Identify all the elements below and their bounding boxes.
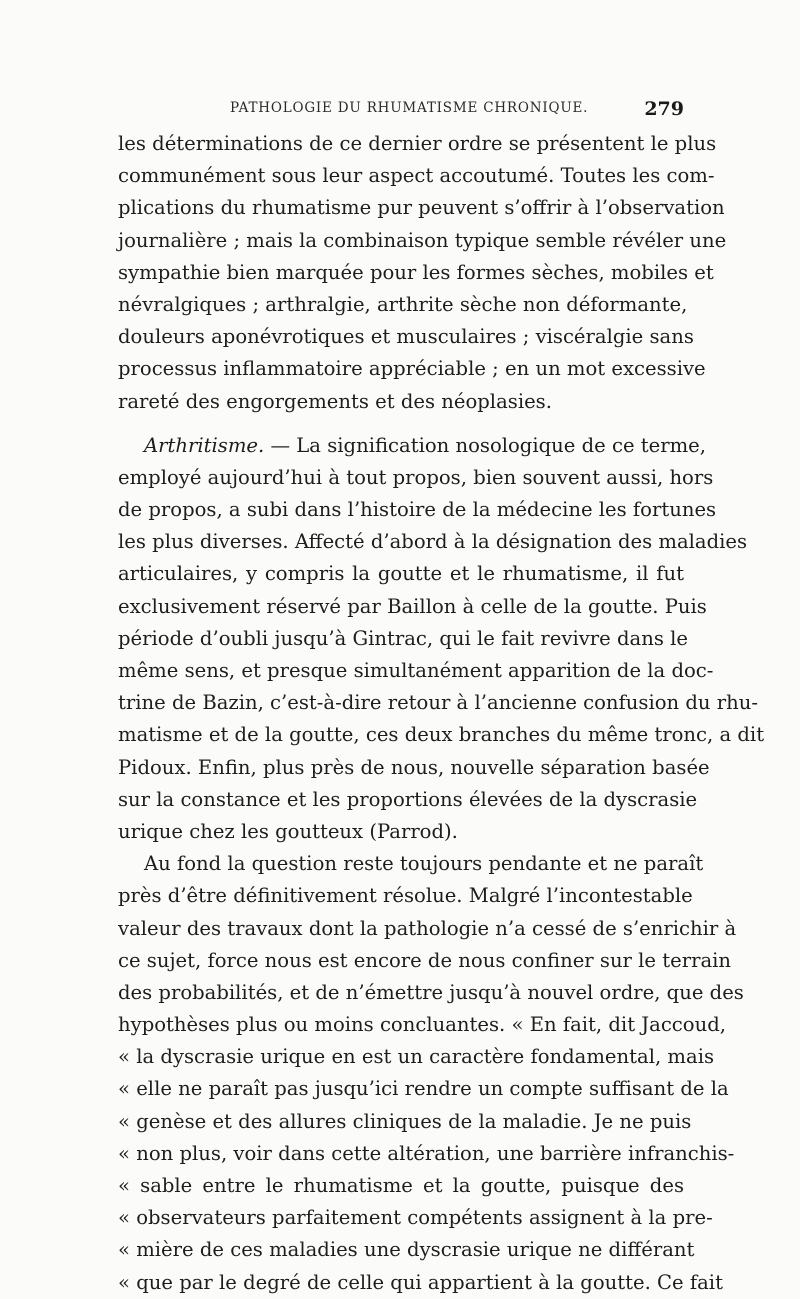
text-line: « que par le degré de celle qui appartient à la goutte. Ce fait bbox=[118, 1270, 723, 1294]
text-line: « non plus, voir dans cette altération, une barrière infranchis- bbox=[118, 1141, 735, 1165]
text-line: « elle ne paraît pas jusqu’ici rendre un compte suffisant de la bbox=[118, 1077, 729, 1101]
text-line: Pidoux. Enfin, plus près de nous, nouvelle séparation basée bbox=[118, 755, 710, 779]
text-line: articulaires, y compris la goutte et le rhumatisme, il fut bbox=[118, 562, 684, 586]
paragraph-1 bbox=[118, 128, 727, 418]
text-line: Au fond la question reste toujours pendante et ne paraît bbox=[144, 852, 704, 876]
text-line: communément sous leur aspect accoutumé. Toutes les com- bbox=[118, 164, 715, 188]
text-line: employé aujourd’hui à tout propos, bien souvent aussi, hors bbox=[118, 465, 714, 489]
text-line: exclusivement réservé par Baillon à celle de la goutte. Puis bbox=[118, 594, 707, 618]
page-number: 279 bbox=[644, 98, 684, 120]
body-text bbox=[118, 128, 765, 1299]
text-line: de propos, a subi dans l’histoire de la médecine les fortunes bbox=[118, 498, 717, 522]
text-line: des probabilités, et de n’émettre jusqu’à nouvel ordre, que des bbox=[118, 980, 744, 1004]
text-line bbox=[118, 430, 707, 462]
text-line: « genèse et des allures cliniques de la maladie. Je ne puis bbox=[118, 1109, 692, 1133]
running-title: PATHOLOGIE DU RHUMATISME CHRONIQUE. bbox=[230, 100, 589, 116]
text-line: processus inflammatoire appréciable ; en un mot excessive bbox=[118, 357, 706, 381]
text-line: rareté des engorgements et des néoplasies. bbox=[118, 389, 552, 413]
section-title-rest: — La signification nosologique de ce terme, bbox=[264, 433, 707, 457]
text-line: sympathie bien marquée pour les formes sèches, mobiles et bbox=[118, 260, 714, 284]
text-line: même sens, et presque simultanément apparition de la doc- bbox=[118, 659, 714, 682]
paragraph-gap bbox=[118, 418, 684, 430]
text-line: douleurs aponévrotiques et musculaires ; viscéralgie sans bbox=[118, 325, 694, 349]
text-line: ce sujet, force nous est encore de nous confiner sur le terrain bbox=[118, 948, 732, 972]
text-line: plications du rhumatisme pur peuvent s’offrir à l’observation bbox=[118, 196, 725, 220]
text-line: urique chez les goutteux (Parrod). bbox=[118, 819, 458, 843]
running-head bbox=[118, 98, 684, 126]
text-line: période d’oubli jusqu’à Gintrac, qui le fait revivre dans le bbox=[118, 626, 688, 650]
text-line: névralgiques ; arthralgie, arthrite sèche non déformante, bbox=[118, 292, 688, 316]
text-line: « mière de ces maladies une dyscrasie urique ne différant bbox=[118, 1238, 695, 1262]
text-line: près d’être définitivement résolue. Malgré l’incontestable bbox=[118, 884, 693, 908]
section-title: Arthritisme. bbox=[144, 433, 265, 457]
text-line: les plus diverses. Affecté d’abord à la désignation des maladies bbox=[118, 530, 748, 554]
text-line: matisme et de la goutte, ces deux branches du même tronc, a dit bbox=[118, 723, 765, 747]
paragraph-2 bbox=[118, 430, 765, 848]
text-line: valeur des travaux dont la pathologie n’a cessé de s’enrichir à bbox=[118, 916, 737, 940]
paragraph-3 bbox=[118, 848, 744, 1299]
text-line: hypothèses plus ou moins concluantes. « En fait, dit Jaccoud, bbox=[118, 1013, 726, 1037]
text-line: « la dyscrasie urique en est un caractère fondamental, mais bbox=[118, 1045, 715, 1069]
text-line: « observateurs parfaitement compétents assignent à la pre- bbox=[118, 1206, 713, 1230]
text-line: les déterminations de ce dernier ordre se présentent le plus bbox=[118, 132, 717, 155]
text-line: sur la constance et les proportions élevées de la dyscrasie bbox=[118, 787, 698, 811]
text-line: journalière ; mais la combinaison typique semble révéler une bbox=[118, 228, 727, 252]
text-line: trine de Bazin, c’est-à-dire retour à l’ancienne confusion du rhu- bbox=[118, 691, 759, 715]
text-line: « sable entre le rhumatisme et la goutte, puisque des bbox=[118, 1174, 684, 1197]
